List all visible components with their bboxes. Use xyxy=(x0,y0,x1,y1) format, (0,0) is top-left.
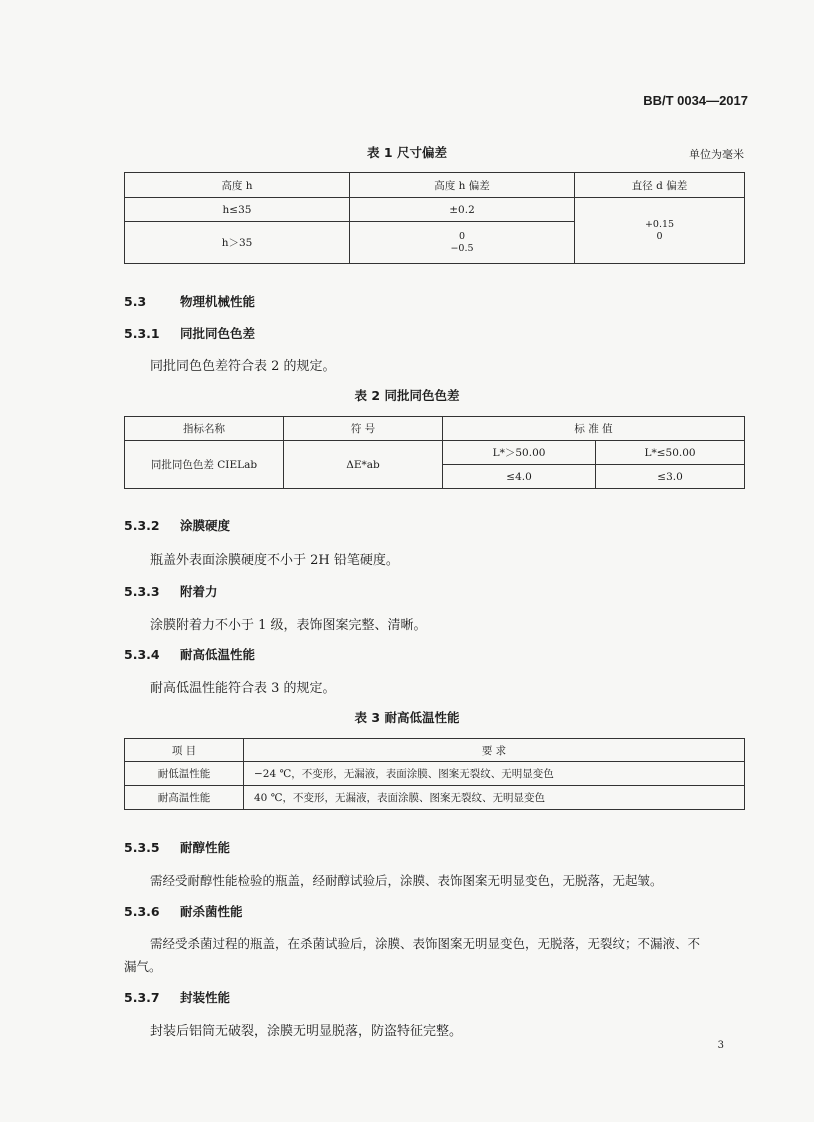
table1-header-diameter-dev: 直径 d 偏差 xyxy=(575,173,745,198)
table3-cell-requirement: −24 ℃，不变形，无漏液，表面涂膜、图案无裂纹、无明显变色 xyxy=(244,762,745,786)
paragraph-5-3-6-cont: 漏气。 xyxy=(124,959,162,974)
section-number: 5.3.4 xyxy=(124,647,160,662)
paragraph-5-3-5: 需经受耐醇性能检验的瓶盖，经耐醇试验后，涂膜、表饰图案无明显变色，无脱落，无起皱。 xyxy=(150,873,663,888)
document-code: BB/T 0034—2017 xyxy=(643,93,748,108)
height-dev-upper: 0 xyxy=(458,230,466,242)
table1-cell-height-dev: ±0.2 xyxy=(350,198,575,222)
section-number: 5.3 xyxy=(124,294,147,309)
section-number: 5.3.3 xyxy=(124,584,160,599)
section-title: 涂膜硬度 xyxy=(180,518,231,533)
table2 xyxy=(124,416,745,489)
paragraph-5-3-1: 同批同色色差符合表 2 的规定。 xyxy=(150,359,336,374)
table-row xyxy=(125,198,745,222)
table3-cell-item: 耐高温性能 xyxy=(125,786,244,810)
table1-caption: 表 1 尺寸偏差 xyxy=(367,145,447,160)
section-heading-5-3 xyxy=(124,292,255,310)
table2-cell-val2: ≤3.0 xyxy=(596,465,745,489)
section-heading-5-3-5 xyxy=(124,838,230,856)
section-title: 耐杀菌性能 xyxy=(180,904,243,919)
section-title: 耐醇性能 xyxy=(180,840,231,855)
table3-cell-item: 耐低温性能 xyxy=(125,762,244,786)
paragraph-5-3-6: 需经受杀菌过程的瓶盖，在杀菌试验后，涂膜、表饰图案无明显变色，无脱落，无裂纹；不漏液、不 xyxy=(150,936,701,951)
table2-header-standard: 标 准 值 xyxy=(443,417,745,441)
table1-cell-height: h＞35 xyxy=(125,222,350,264)
table2-header-indicator: 指标名称 xyxy=(125,417,284,441)
section-heading-5-3-6 xyxy=(124,902,243,920)
table1-header-height: 高度 h xyxy=(125,173,350,198)
table2-cell-cond1: L*＞50.00 xyxy=(443,441,596,465)
section-heading-5-3-1 xyxy=(124,324,255,342)
table-row xyxy=(125,786,745,810)
table1-cell-diameter-dev xyxy=(575,198,745,264)
section-heading-5-3-3 xyxy=(124,582,218,600)
table3-cell-requirement: 40 ℃，不变形，无漏液，表面涂膜、图案无裂纹、无明显变色 xyxy=(244,786,745,810)
paragraph-5-3-4: 耐高低温性能符合表 3 的规定。 xyxy=(150,681,336,696)
table1 xyxy=(124,172,745,264)
table2-cell-indicator: 同批同色色差 CIELab xyxy=(125,441,284,489)
table3-header-item: 项 目 xyxy=(125,739,244,762)
table2-cell-cond2: L*≤50.00 xyxy=(596,441,745,465)
table2-header-symbol: 符 号 xyxy=(284,417,443,441)
section-title: 耐高低温性能 xyxy=(180,647,256,662)
section-number: 5.3.1 xyxy=(124,326,160,341)
section-heading-5-3-4 xyxy=(124,645,255,663)
table3-caption: 表 3 耐高低温性能 xyxy=(354,710,460,725)
section-heading-5-3-2 xyxy=(124,516,230,534)
table3-header-requirement: 要 求 xyxy=(244,739,745,762)
section-number: 5.3.2 xyxy=(124,518,160,533)
table1-header-height-dev: 高度 h 偏差 xyxy=(350,173,575,198)
table-row xyxy=(125,441,745,465)
section-number: 5.3.5 xyxy=(124,840,160,855)
height-dev-lower: −0.5 xyxy=(450,242,474,254)
diameter-dev-lower: 0 xyxy=(656,230,663,242)
section-title: 封装性能 xyxy=(180,990,231,1005)
table3 xyxy=(124,738,745,810)
section-number: 5.3.6 xyxy=(124,904,160,919)
table2-cell-symbol: ΔE*ab xyxy=(284,441,443,489)
section-title: 物理机械性能 xyxy=(180,294,256,309)
paragraph-5-3-3: 涂膜附着力不小于 1 级，表饰图案完整、清晰。 xyxy=(150,618,427,633)
table1-unit: 单位为毫米 xyxy=(689,148,744,161)
table2-caption: 表 2 同批同色色差 xyxy=(354,388,460,403)
table2-cell-val1: ≤4.0 xyxy=(443,465,596,489)
table1-cell-height: h≤35 xyxy=(125,198,350,222)
section-title: 同批同色色差 xyxy=(180,326,256,341)
table1-cell-height-dev xyxy=(350,222,575,264)
page-number: 3 xyxy=(717,1040,724,1051)
diameter-dev-upper: +0.15 xyxy=(644,218,675,230)
section-title: 附着力 xyxy=(180,584,218,599)
paragraph-5-3-7: 封装后铝筒无破裂，涂膜无明显脱落，防盗特征完整。 xyxy=(150,1024,463,1039)
section-number: 5.3.7 xyxy=(124,990,160,1005)
paragraph-5-3-2: 瓶盖外表面涂膜硬度不小于 2H 铅笔硬度。 xyxy=(150,553,399,568)
table-row xyxy=(125,762,745,786)
section-heading-5-3-7 xyxy=(124,988,230,1006)
